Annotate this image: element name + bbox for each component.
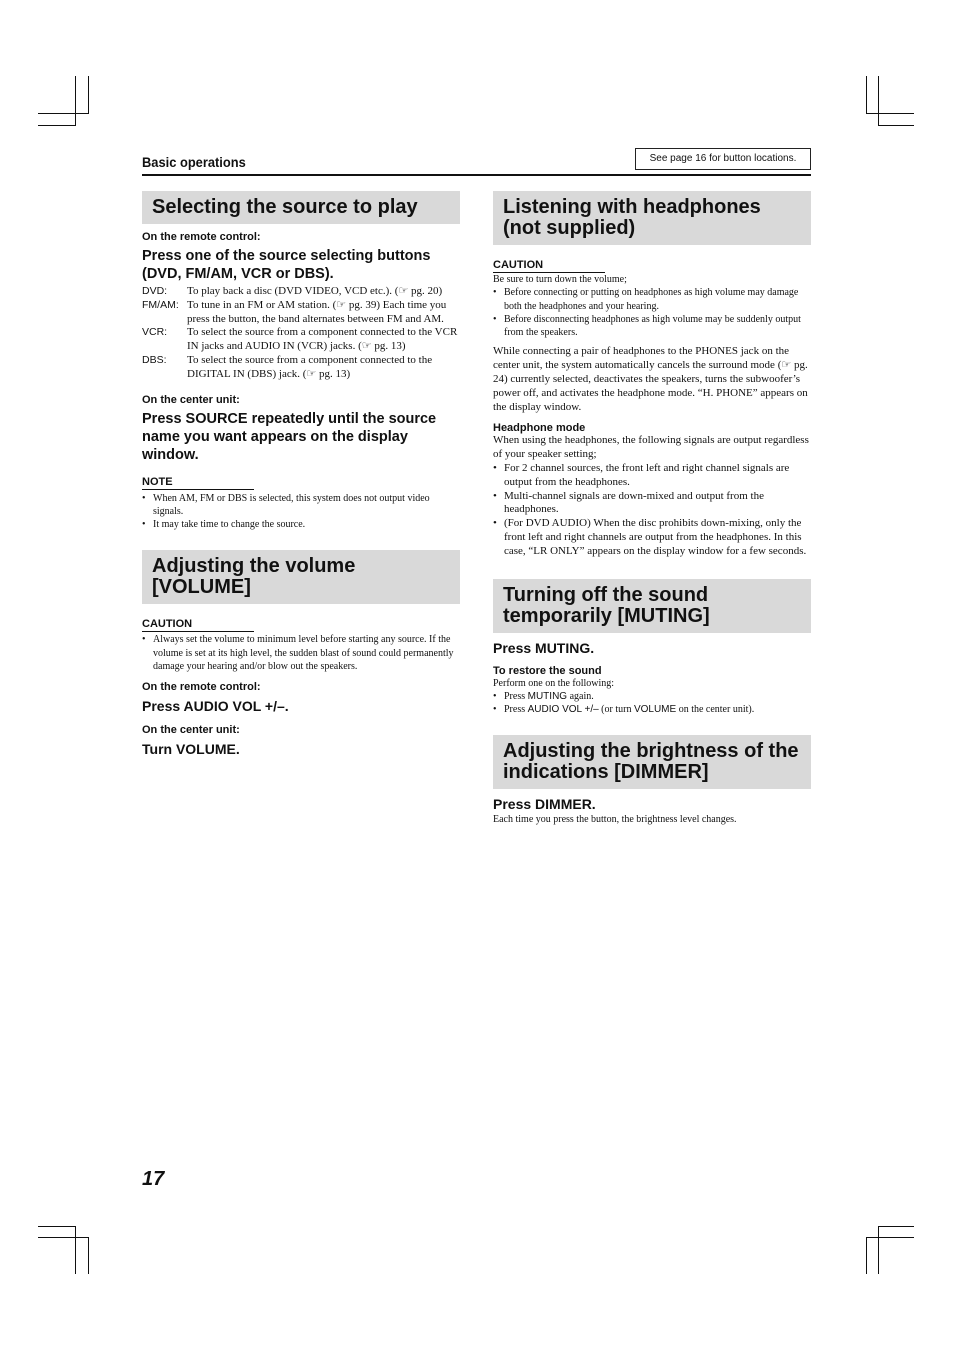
section-selecting-source bbox=[142, 191, 460, 531]
center-label: On the center unit: bbox=[142, 724, 240, 737]
section-header: Basic operations bbox=[142, 154, 246, 170]
crop-mark bbox=[75, 1226, 76, 1274]
source-row: DVD: To play back a disc (DVD VIDEO, VCD etc.). (☞ pg. 20) bbox=[142, 285, 443, 297]
button-location-note: See page 16 for button locations. bbox=[635, 148, 811, 170]
caution-label: CAUTION bbox=[142, 618, 254, 632]
list-item: • Before disconnecting headphones as high volume may be suddenly output from the speakers. bbox=[493, 313, 811, 340]
caution-list bbox=[493, 286, 811, 339]
source-list bbox=[142, 285, 460, 382]
crop-mark bbox=[878, 125, 914, 126]
section-muting bbox=[493, 579, 811, 717]
crop-mark bbox=[878, 1226, 914, 1227]
dimmer-instruction: Press DIMMER. bbox=[493, 795, 596, 812]
caution-intro: Be sure to turn down the volume; bbox=[493, 274, 627, 285]
crop-mark bbox=[878, 76, 879, 125]
crop-mark bbox=[866, 113, 914, 114]
center-instruction: Turn VOLUME. bbox=[142, 741, 240, 758]
headphone-mode-intro: When using the headphones, the following signals are output regardless of your speaker setting; bbox=[493, 434, 809, 461]
list-item: • Multi-channel signals are down-mixed and output from the headphones. bbox=[493, 490, 811, 518]
list-item: • When AM, FM or DBS is selected, this system does not output video signals. bbox=[142, 492, 460, 519]
dimmer-description: Each time you press the button, the brightness level changes. bbox=[493, 813, 737, 825]
crop-mark bbox=[38, 1226, 76, 1227]
section-title: Listening with headphones (not supplied) bbox=[493, 191, 811, 245]
page-number: 17 bbox=[142, 1168, 165, 1190]
crop-mark bbox=[866, 1237, 867, 1274]
center-instruction: Press SOURCE repeatedly until the source name you want appears on the display window. bbox=[142, 410, 437, 463]
note-list bbox=[142, 492, 460, 532]
crop-mark bbox=[866, 76, 867, 114]
source-row: FM/AM: To tune in an FM or AM station. (☞ pg. 39) Each time you press the button, the band alternates between FM and AM. bbox=[142, 298, 447, 325]
restore-list bbox=[493, 690, 811, 717]
section-headphones bbox=[493, 191, 811, 559]
list-item: • Press MUTING again. bbox=[493, 690, 811, 703]
note-label: NOTE bbox=[142, 476, 254, 490]
source-row: DBS: To select the source from a component connected to the DIGITAL IN (DBS) jack. (☞ pg. 13) bbox=[142, 353, 433, 380]
header-divider bbox=[142, 174, 811, 176]
muting-instruction: Press MUTING. bbox=[493, 639, 595, 656]
remote-instruction: Press AUDIO VOL +/–. bbox=[142, 698, 289, 715]
section-volume bbox=[142, 550, 460, 758]
crop-mark bbox=[38, 1237, 88, 1238]
list-item: • For 2 channel sources, the front left and right channel signals are output from the headphones. bbox=[493, 462, 811, 490]
remote-instruction: Press one of the source selecting buttons (DVD, FM/AM, VCR or DBS). bbox=[142, 248, 431, 282]
headphone-mode-list bbox=[493, 462, 811, 559]
section-dimmer bbox=[493, 735, 811, 826]
list-item: • (For DVD AUDIO) When the disc prohibits down-mixing, only the front left and right channels are output from the headphones. In this case, “LR ONLY” appears on the display window for a few seconds. bbox=[493, 517, 811, 558]
restore-intro: Perform one on the following: bbox=[493, 677, 615, 689]
crop-mark bbox=[866, 1237, 914, 1238]
right-column bbox=[493, 191, 811, 826]
source-row: VCR: To select the source from a component connected to the VCR IN jacks and AUDIO IN (VCR) jacks. (☞ pg. 13) bbox=[142, 326, 458, 353]
remote-label: On the remote control: bbox=[142, 231, 261, 243]
caution-list bbox=[142, 633, 460, 673]
list-item: • Press AUDIO VOL +/– (or turn VOLUME on the center unit). bbox=[493, 703, 811, 716]
list-item: • Always set the volume to minimum level before starting any source. If the volume is set at its high level, the sudden blast of sound could permanently damage your hearing and/or blow out the speakers. bbox=[142, 633, 460, 673]
headphone-mode-label: Headphone mode bbox=[493, 422, 586, 435]
headphone-paragraph: While connecting a pair of headphones to the PHONES jack on the center unit, the system automatically cancels the surround mode (☞ pg. 24) currently selected, deactivates the speakers, turns the subwoofer’s power off, and activates the headphone mode. “H. PHONE” appears on the display window. bbox=[493, 345, 808, 413]
section-title: Selecting the source to play bbox=[142, 191, 460, 224]
center-label: On the center unit: bbox=[142, 393, 240, 406]
caution-label: CAUTION bbox=[493, 259, 605, 273]
section-title: Adjusting the volume [VOLUME] bbox=[142, 550, 460, 604]
list-item: • It may take time to change the source. bbox=[142, 518, 460, 531]
crop-mark bbox=[38, 113, 88, 114]
crop-mark bbox=[38, 125, 76, 126]
restore-label: To restore the sound bbox=[493, 664, 602, 677]
crop-mark bbox=[878, 1226, 879, 1274]
list-item: • Before connecting or putting on headphones as high volume may damage both the headphones and your hearing. bbox=[493, 286, 811, 313]
left-column bbox=[142, 191, 460, 758]
section-title: Adjusting the brightness of the indications [DIMMER] bbox=[493, 735, 811, 789]
crop-mark bbox=[88, 76, 89, 114]
crop-mark bbox=[88, 1237, 89, 1274]
remote-label: On the remote control: bbox=[142, 681, 261, 694]
crop-mark bbox=[75, 76, 76, 125]
section-title: Turning off the sound temporarily [MUTING] bbox=[493, 579, 811, 633]
